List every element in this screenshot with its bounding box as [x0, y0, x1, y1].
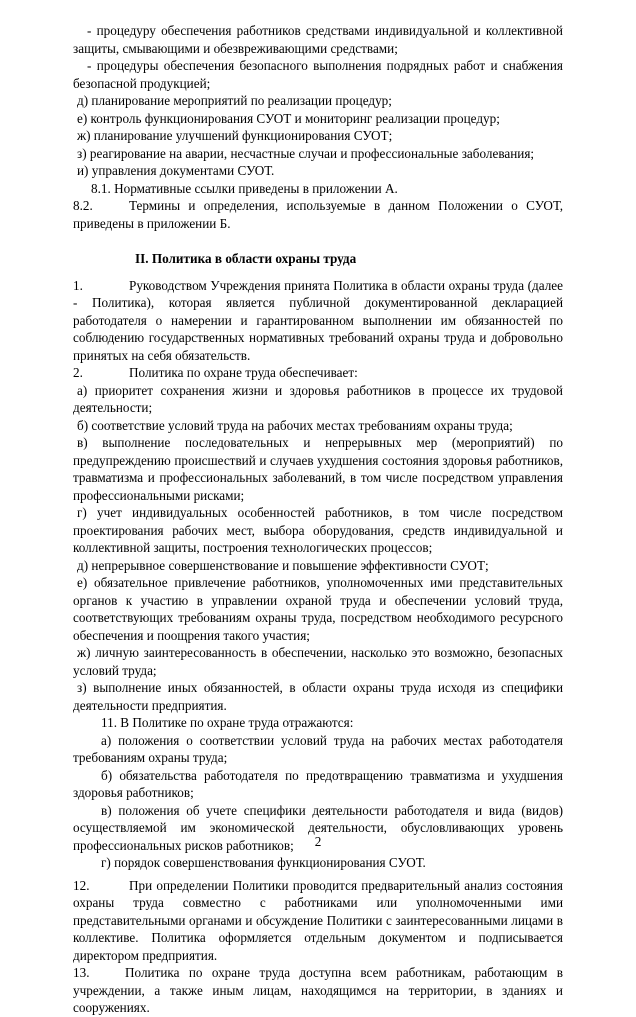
paragraph-policy-item-z: з) выполнение иных обязанностей, в области охраны труда исходя из специфики деятельности предприятия. [73, 680, 563, 713]
paragraph-12 [73, 877, 563, 965]
page-number: 2 [314, 834, 322, 849]
paragraph-item-i: и) управления документами СУОТ. [77, 163, 275, 178]
paragraph-8-1: 8.1. Нормативные ссылки приведены в приложении А. [91, 180, 398, 196]
paragraph-1 [73, 277, 563, 365]
paragraph-policy-item-zh: ж) личную заинтересованность в обеспечении, насколько это возможно, безопасных условий труда; [73, 645, 563, 678]
paragraph-11-item-v: в) положения об учете специфики деятельности работодателя и вида (видов) осуществляемой им экономической деятельности, обусловливающих уровень профессиональных рисков работников; [73, 802, 563, 853]
paragraph-11: 11. В Политике по охране труда отражаются: [101, 715, 354, 730]
paragraph-number-8-2: 8.2. [73, 198, 93, 213]
paragraph-12-text: При определении Политики проводится предварительный анализ состояния охраны труда совместно с работниками или уполномоченными ими представительными органами и обсуждение Политики с заинтересованными лицами в коллективе. Политика оформляется отдельным документом и подписывается директором предприятия. [73, 877, 563, 963]
paragraph-item-z: з) реагирование на аварии, несчастные случаи и профессиональные заболевания; [77, 145, 535, 161]
paragraph-number-1: 1. [73, 277, 83, 293]
paragraph-procedure-ppe: - процедуру обеспечения работников средствами индивидуальной и коллективной защиты, смывающими и обезвреживающими средствами; [73, 23, 563, 56]
paragraph-procedure-contractors: - процедуры обеспечения безопасного выполнения подрядных работ и снабжения безопасной продукцией; [73, 58, 563, 91]
paragraph-number-2: 2. [73, 365, 83, 380]
paragraph-policy-item-a: а) приоритет сохранения жизни и здоровья работников в процессе их трудовой деятельности; [73, 382, 563, 415]
paragraph-1-text: Руководством Учреждения принята Политика в области охраны труда (далее - Политика), которая является публичной документированной декларацией работодателя о намерении и гарантированном выполнении им обязанностей по соблюдению государственных нормативных требований охраны труда и добровольно принятых на себя обязательств. [73, 277, 563, 363]
paragraph-13 [73, 964, 563, 1017]
paragraph-policy-item-g: г) учет индивидуальных особенностей работников, в том числе посредством проектирования рабочих мест, выбора оборудования, средств индивидуальной и коллективной защиты, построения технологических процессов; [73, 505, 563, 555]
paragraph-number-13: 13. [73, 965, 90, 980]
paragraph-2-text: Политика по охране труда обеспечивает: [129, 365, 358, 380]
paragraph-11-item-a: а) положения о соответствии условий труда на рабочих местах работодателя требованиям охраны труда; [73, 732, 563, 765]
page-content [73, 22, 563, 1017]
paragraph-8-2-text: Термины и определения, используемые в данном Положении о СУОТ, приведены в приложении Б. [73, 198, 563, 231]
paragraph-11-item-b: б) обязательства работодателя по предотвращению травматизма и ухудшения здоровья работников; [73, 767, 563, 800]
paragraph-2 [73, 364, 563, 382]
paragraph-8-2 [73, 197, 563, 232]
paragraph-policy-item-b: б) соответствие условий труда на рабочих местах требованиям охраны труда; [77, 417, 513, 433]
paragraph-policy-item-d: д) непрерывное совершенствование и повышение эффективности СУОТ; [77, 557, 489, 573]
paragraph-13-text: Политика по охране труда доступна всем работникам, работающим в учреждении, а также иным лицам, находящимся на территории, в зданиях и сооружениях. [73, 965, 563, 1015]
paragraph-item-d: д) планирование мероприятий по реализации процедур; [77, 93, 392, 108]
paragraph-item-e: е) контроль функционирования СУОТ и мониторинг реализации процедур; [77, 110, 500, 126]
paragraph-policy-item-v: в) выполнение последовательных и непрерывных мер (мероприятий) по предупреждению происшествий и случаев ухудшения состояния здоровья работников, травматизма и профессиональных заболеваний, в том числе посредством управления профессиональными рисками; [73, 435, 563, 503]
section-heading-ii: II. Политика в области охраны труда [135, 251, 357, 266]
spacer [73, 232, 563, 250]
paragraph-number-12: 12. [73, 877, 90, 893]
spacer [73, 268, 563, 277]
paragraph-item-zh: ж) планирование улучшений функционирования СУОТ; [77, 128, 393, 143]
paragraph-policy-item-e: е) обязательное привлечение работников, уполномоченных ими представительных органов к участию в управлении охраной труда и обеспечении условий труда, соответствующих требованиям охраны труда, посредством необходимого ресурсного обеспечения и поощрения такого участия; [73, 575, 563, 643]
paragraph-11-item-g: г) порядок совершенствования функционирования СУОТ. [101, 855, 426, 870]
